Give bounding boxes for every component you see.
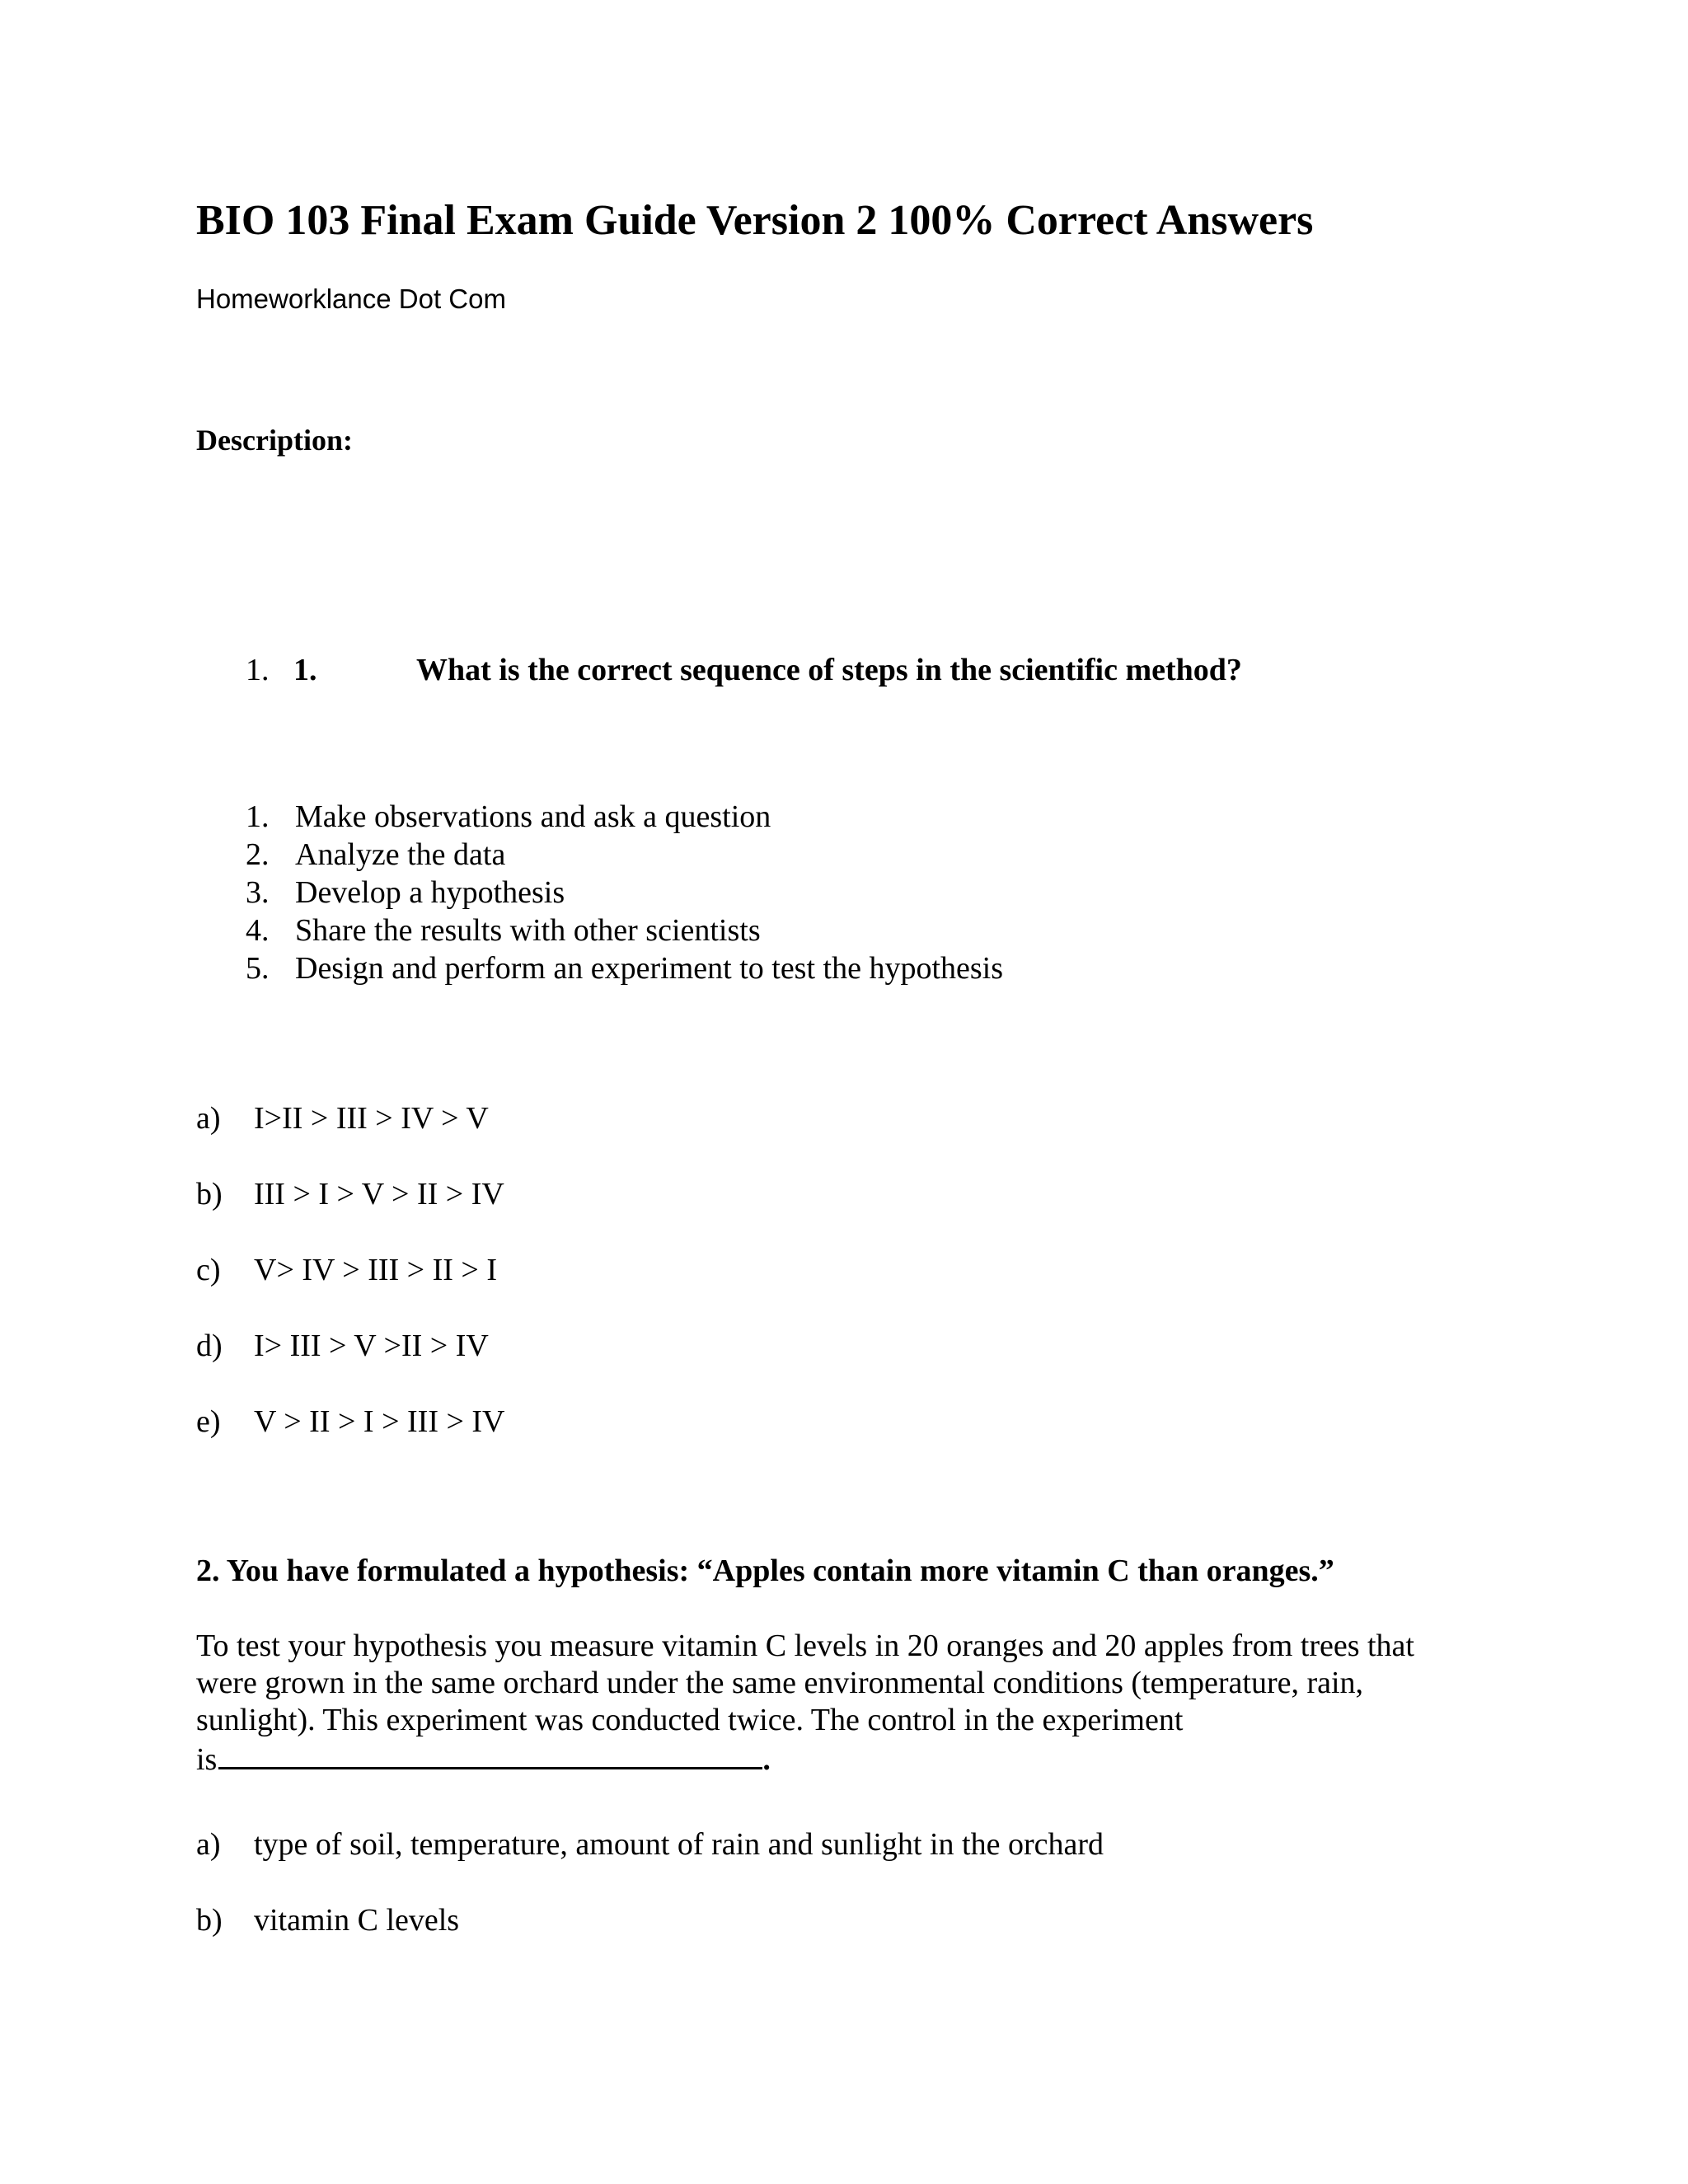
option-text: I> III > V >II > IV xyxy=(254,1329,489,1363)
list-item xyxy=(246,874,1003,912)
question2-option-b xyxy=(196,1901,459,1939)
question2-body-line xyxy=(196,1739,1498,1776)
question1-list-number: 1. xyxy=(246,653,270,687)
step-text: Develop a hypothesis xyxy=(295,875,565,910)
question2-title: 2. You have formulated a hypothesis: “Apples contain more vitamin C than oranges.” xyxy=(196,1554,1334,1588)
step-number: 2. xyxy=(246,837,270,872)
document-subtitle: Homeworklance Dot Com xyxy=(196,284,506,314)
option-letter: d) xyxy=(196,1329,223,1363)
option-text: III > I > V > II > IV xyxy=(254,1177,504,1212)
step-number: 4. xyxy=(246,913,270,948)
question2-body-line: sunlight). This experiment was conducted twice. The control in the experiment xyxy=(196,1703,1184,1737)
step-number: 1. xyxy=(246,799,270,834)
question2-option-a xyxy=(196,1825,1104,1863)
question1-steps-list xyxy=(246,798,1003,987)
list-item xyxy=(246,836,1003,874)
question1-option-a xyxy=(196,1099,489,1137)
question1-option-e xyxy=(196,1403,505,1441)
option-text: type of soil, temperature, amount of rain and sunlight in the orchard xyxy=(254,1827,1104,1862)
option-letter: e) xyxy=(196,1404,221,1439)
answer-blank-period: . xyxy=(762,1742,771,1777)
question1-text: What is the correct sequence of steps in the scientific method? xyxy=(416,653,1242,687)
step-text: Share the results with other scientists xyxy=(295,913,761,948)
question1-option-b xyxy=(196,1175,504,1213)
option-text: vitamin C levels xyxy=(254,1903,460,1938)
question1-option-d xyxy=(196,1327,489,1365)
question2-blank-prefix: is xyxy=(196,1742,218,1777)
option-text: I>II > III > IV > V xyxy=(254,1101,489,1136)
step-text: Analyze the data xyxy=(295,837,506,872)
option-letter: a) xyxy=(196,1827,221,1862)
step-number: 3. xyxy=(246,875,270,910)
list-item xyxy=(246,912,1003,949)
option-letter: c) xyxy=(196,1253,221,1287)
list-item xyxy=(246,798,1003,836)
option-text: V> IV > III > II > I xyxy=(254,1253,498,1287)
question1-option-c xyxy=(196,1251,497,1289)
description-label: Description: xyxy=(196,424,353,457)
question2-body-line: To test your hypothesis you measure vitamin C levels in 20 oranges and 20 apples from trees that xyxy=(196,1629,1414,1663)
question1-number: 1. xyxy=(293,653,317,687)
question2-body xyxy=(196,1628,1498,1776)
question2-body-line: were grown in the same orchard under the same environmental conditions (temperature, rain, xyxy=(196,1666,1364,1700)
step-number: 5. xyxy=(246,951,270,986)
option-letter: b) xyxy=(196,1177,223,1212)
step-text: Design and perform an experiment to test the hypothesis xyxy=(295,951,1004,986)
option-text: V > II > I > III > IV xyxy=(254,1404,505,1439)
option-letter: a) xyxy=(196,1101,221,1136)
list-item xyxy=(246,949,1003,987)
step-text: Make observations and ask a question xyxy=(295,799,771,834)
option-letter: b) xyxy=(196,1903,223,1938)
answer-blank xyxy=(218,1739,762,1769)
document-title: BIO 103 Final Exam Guide Version 2 100% Correct Answers xyxy=(196,197,1314,244)
